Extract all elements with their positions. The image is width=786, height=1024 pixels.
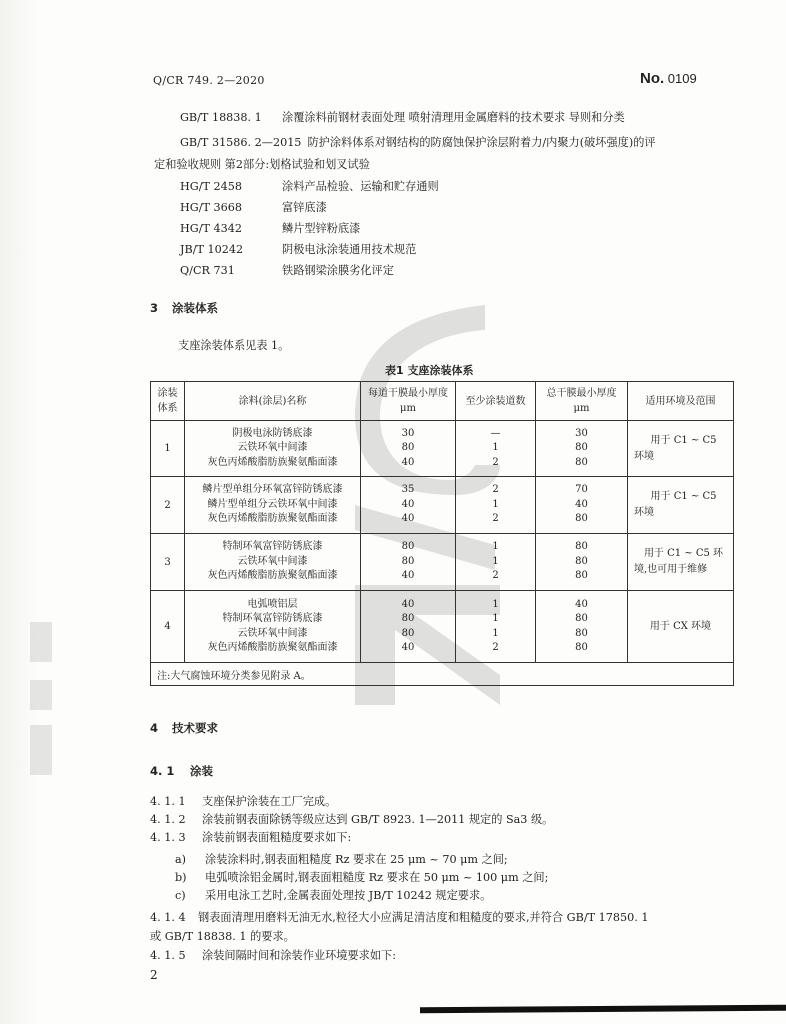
scan-edge-shadow	[0, 0, 40, 1024]
page-number: 2	[150, 968, 158, 982]
environment-cell: 用于 C1 ~ C5 环 境,也可用于维修	[628, 534, 734, 591]
reference-line	[180, 178, 439, 194]
reference-code: GB/T 31586. 2—2015	[180, 136, 302, 149]
reference-code: HG/T 4342	[180, 222, 242, 235]
section-title: 涂装体系	[172, 301, 218, 315]
table-row	[151, 591, 734, 663]
per-coat-thickness-cell: 40 80 80 40	[361, 591, 456, 663]
reference-line	[180, 109, 625, 125]
clause-item	[150, 947, 396, 963]
subsection-number: 4. 1	[150, 764, 175, 778]
coating-names-cell: 电弧喷铝层 特制环氧富锌防锈底漆 云铁环氧中间漆 灰色丙烯酸脂肪族聚氨酯面漆	[185, 591, 361, 663]
clause-number: 4. 1. 4	[150, 911, 186, 924]
reference-code: GB/T 18838. 1	[180, 111, 262, 124]
table-row	[151, 477, 734, 534]
clause-text: 涂装前钢表面除锈等级应达到 GB/T 8923. 1—2011 规定的 Sa3 级。	[202, 813, 554, 826]
reference-title: 定和验收规则 第2部分:划格试验和划叉试验	[154, 158, 370, 171]
clause-continuation: 或 GB/T 18838. 1 的要求。	[150, 930, 295, 943]
total-thickness-cell: 40 80 80 80	[536, 591, 628, 663]
clause-item	[150, 793, 336, 809]
section-heading-4	[150, 720, 218, 736]
no-value: 0109	[667, 71, 697, 86]
total-thickness-cell: 80 80 80	[536, 534, 628, 591]
no-label: No.	[640, 70, 665, 87]
coat-count-cell: — 1 2	[456, 421, 536, 477]
list-text: 电弧喷涂铝金属时,钢表面粗糙度 Rz 要求在 50 μm ~ 100 μm 之间;	[205, 871, 549, 884]
reference-title: 富锌底漆	[282, 201, 327, 214]
reference-line	[154, 156, 370, 172]
header-cell: 适用环境及范围	[628, 382, 734, 421]
header-cell: 总干膜最小厚度 μm	[536, 382, 628, 421]
clause-number: 4. 1. 1	[150, 795, 186, 808]
reference-title: 涂料产品检验、运输和贮存通则	[282, 180, 439, 193]
reference-line	[180, 199, 327, 215]
system-cell: 1	[151, 421, 185, 477]
per-coat-thickness-cell: 35 40 40	[361, 477, 456, 534]
clause-number: 4. 1. 2	[150, 813, 186, 826]
list-label: c)	[175, 889, 186, 902]
system-cell: 2	[151, 477, 185, 534]
header-cell: 至少涂装道数	[456, 382, 536, 421]
scan-bottom-edge	[420, 1005, 786, 1014]
total-thickness-cell: 30 80 80	[536, 421, 628, 477]
subsection-title: 涂装	[190, 764, 213, 778]
reference-title: 鳞片型锌粉底漆	[282, 222, 361, 235]
section-heading-3	[150, 300, 218, 316]
coating-system-table	[150, 381, 734, 686]
clause-item	[150, 829, 351, 845]
list-label: a)	[175, 853, 187, 866]
total-thickness-cell: 70 40 80	[536, 477, 628, 534]
table-row	[151, 534, 734, 591]
list-item	[175, 887, 491, 903]
table-header-row	[151, 382, 734, 421]
coating-names-cell: 特制环氧富锌防锈底漆 云铁环氧中间漆 灰色丙烯酸脂肪族聚氨酯面漆	[185, 534, 361, 591]
coat-count-cell: 2 1 2	[456, 477, 536, 534]
reference-title: 防护涂料体系对钢结构的防腐蚀保护涂层附着力/内聚力(破坏强度)的评	[307, 136, 656, 149]
table-note: 注:大气腐蚀环境分类参见附录 A。	[151, 663, 734, 686]
section-number: 3	[150, 301, 159, 315]
environment-cell: 用于 C1 ~ C5 环境	[628, 477, 734, 534]
clause-text: 涂装间隔时间和涂装作业环境要求如下:	[202, 949, 396, 962]
reference-title: 铁路钢梁涂膜劣化评定	[282, 264, 394, 277]
header-cell: 涂装 体系	[151, 382, 185, 421]
reference-title: 阴极电泳涂装通用技术规范	[282, 243, 417, 256]
reference-code: HG/T 2458	[180, 180, 242, 193]
coating-names-cell: 阴极电泳防锈底漆 云铁环氧中间漆 灰色丙烯酸脂肪族聚氨酯面漆	[185, 421, 361, 477]
list-item	[175, 869, 548, 885]
scan-smudge	[30, 680, 52, 710]
table-row	[151, 421, 734, 477]
reference-line	[180, 134, 656, 150]
coating-names-cell: 鳞片型单组分环氧富锌防锈底漆 鳞片型单组分云铁环氧中间漆 灰色丙烯酸脂肪族聚氨酯面漆	[185, 477, 361, 534]
per-coat-thickness-cell: 30 80 40	[361, 421, 456, 477]
reference-line	[180, 262, 394, 278]
environment-cell: 用于 C1 ~ C5 环境	[628, 421, 734, 477]
table-note-row	[151, 663, 734, 686]
clause-text: 涂装前钢表面粗糙度要求如下:	[202, 831, 352, 844]
system-cell: 4	[151, 591, 185, 663]
clause-item	[150, 909, 648, 925]
clause-number: 4. 1. 5	[150, 949, 186, 962]
environment-cell: 用于 CX 环境	[628, 591, 734, 663]
reference-line	[180, 241, 416, 257]
coat-count-cell: 1 1 2	[456, 534, 536, 591]
clause-text: 支座保护涂装在工厂完成。	[202, 795, 337, 808]
list-label: b)	[175, 871, 187, 884]
clause-number: 4. 1. 3	[150, 831, 186, 844]
header-cell: 每道干膜最小厚度 μm	[361, 382, 456, 421]
table-caption: 表1 支座涂装体系	[385, 364, 474, 377]
reference-line	[180, 220, 360, 236]
list-text: 采用电泳工艺时,金属表面处理按 JB/T 10242 规定要求。	[205, 889, 492, 902]
standard-number: Q/CR 749. 2—2020	[153, 74, 265, 87]
clause-text: 钢表面清理用磨料无油无水,粒径大小应满足清洁度和粗糙度的要求,并符合 GB/T 17850. 1	[198, 911, 649, 924]
subsection-heading	[150, 763, 213, 779]
scan-smudge	[30, 725, 52, 775]
list-text: 涂装涂料时,钢表面粗糙度 Rz 要求在 25 μm ~ 70 μm 之间;	[205, 853, 508, 866]
header-cell: 涂料(涂层)名称	[185, 382, 361, 421]
copy-number	[640, 70, 697, 87]
reference-code: Q/CR 731	[180, 264, 235, 277]
reference-title: 涂覆涂料前钢材表面处理 喷射清理用金属磨料的技术要求 导则和分类	[282, 111, 625, 124]
reference-code: HG/T 3668	[180, 201, 242, 214]
section-number: 4	[150, 721, 159, 735]
section-title: 技术要求	[172, 721, 218, 735]
reference-code: JB/T 10242	[180, 243, 244, 256]
clause-item	[150, 811, 553, 827]
list-item	[175, 851, 508, 867]
section-intro: 支座涂装体系见表 1。	[178, 339, 290, 352]
scan-smudge	[30, 622, 52, 662]
per-coat-thickness-cell: 80 80 40	[361, 534, 456, 591]
coat-count-cell: 1 1 1 2	[456, 591, 536, 663]
system-cell: 3	[151, 534, 185, 591]
